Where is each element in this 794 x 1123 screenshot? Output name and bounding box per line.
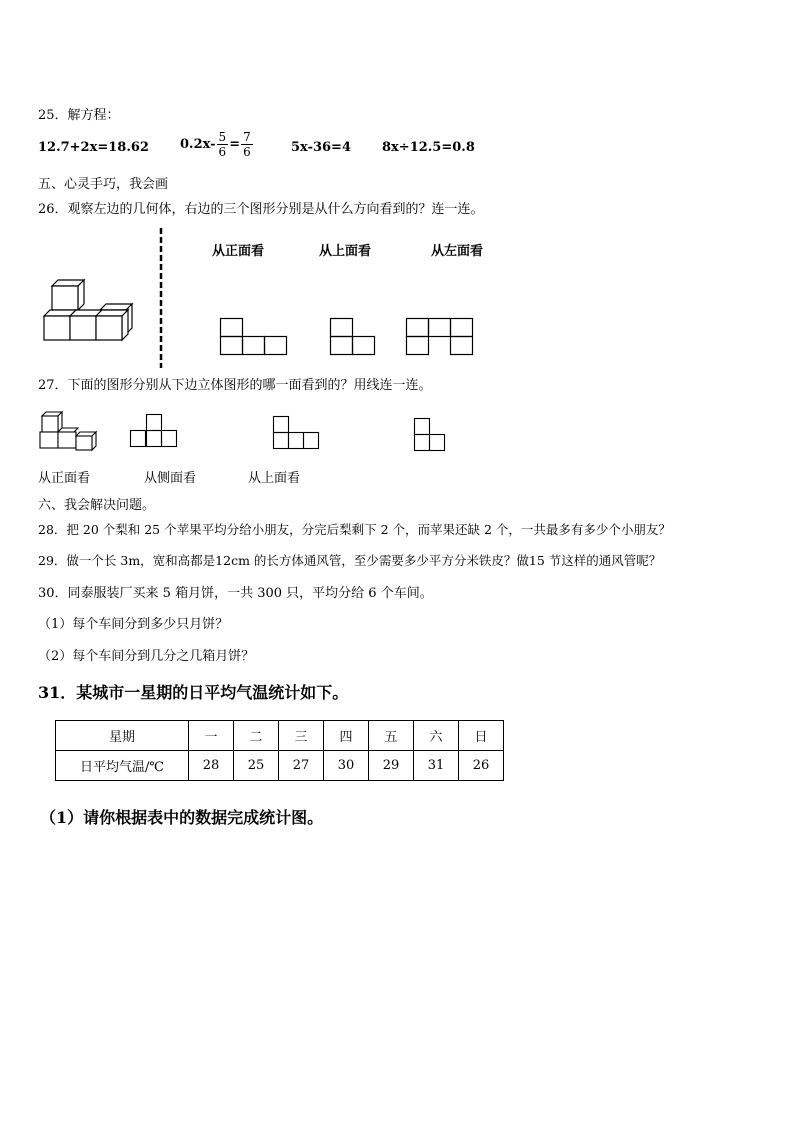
temperature-table: [55, 720, 504, 781]
fraction-5-6: [217, 130, 229, 159]
q27-view-shape-2: [273, 416, 321, 452]
table-row-temps: [56, 751, 504, 781]
table-temp-cell: 26: [459, 751, 504, 781]
q27-solid-figure: [38, 408, 102, 452]
view-shape-b: [330, 318, 376, 356]
table-temp-cell: 28: [189, 751, 234, 781]
q30-sub2: （2）每个车间分到几分之几箱月饼？: [38, 649, 255, 664]
table-day-cell: 三: [279, 721, 324, 751]
q29-text: 29．做一个长 3m，宽和高都是12cm 的长方体通风管，至少需要多少平方分米铁皮？做15 节这样的通风管呢？: [38, 553, 662, 568]
q30-title: 30．同泰服装厂买来 5 箱月饼，一共 300 只，平均分给 6 个车间。: [38, 586, 433, 601]
fraction-numerator: 5: [218, 130, 227, 144]
equation-2-equals: =: [229, 137, 241, 152]
dashed-divider: [158, 228, 164, 370]
q27-title: 27．下面的图形分别从下边立体图形的哪一面看到的？用线连一连。: [38, 378, 432, 393]
table-day-cell: 四: [324, 721, 369, 751]
table-temp-cell: 30: [324, 751, 369, 781]
q27-view-shape-3: [414, 418, 448, 454]
table-day-cell: 一: [189, 721, 234, 751]
view-label-top: 从上面看: [319, 244, 372, 259]
q27-label-top: 从上面看: [248, 471, 301, 486]
q25-title: 25．解方程：: [38, 108, 120, 123]
q26-solid-figure: [38, 280, 148, 345]
equation-2-prefix: 0.2x-: [180, 137, 216, 152]
view-shape-a: [220, 318, 288, 356]
table-day-cell: 五: [369, 721, 414, 751]
fraction-7-6: [241, 130, 253, 159]
table-temp-cell: 29: [369, 751, 414, 781]
cube-side-face: [78, 280, 84, 310]
table-row-header: [56, 721, 504, 751]
view-label-front: 从正面看: [212, 244, 265, 259]
fraction-numerator: 7: [243, 130, 251, 144]
fraction-denominator: 6: [243, 145, 251, 159]
table-day-cell: 二: [234, 721, 279, 751]
fraction-denominator: 6: [218, 145, 227, 159]
table-day-cell: 日: [459, 721, 504, 751]
equation-3: 5x-36=4: [291, 140, 351, 155]
q27-label-side: 从侧面看: [144, 471, 197, 486]
table-header-label: 星期: [56, 721, 189, 751]
section-5-heading: 五、心灵手巧，我会画: [38, 177, 169, 192]
cube-front-face: [52, 286, 78, 310]
section-6-heading: 六、我会解决问题。: [38, 498, 156, 513]
q27-label-front: 从正面看: [38, 471, 91, 486]
q31-title: 31．某城市一星期的日平均气温统计如下。: [38, 683, 349, 702]
view-label-left: 从左面看: [431, 244, 484, 259]
equation-2: [180, 130, 254, 159]
table-temp-cell: 27: [279, 751, 324, 781]
q30-sub1: （1）每个车间分到多少只月饼？: [38, 617, 229, 632]
q26-title: 26．观察左边的几何体，右边的三个图形分别是从什么方向看到的？连一连。: [38, 202, 484, 217]
table-day-cell: 六: [414, 721, 459, 751]
table-temp-cell: 25: [234, 751, 279, 781]
table-temp-cell: 31: [414, 751, 459, 781]
view-shape-c: [406, 318, 474, 356]
equation-1: 12.7+2x=18.62: [38, 140, 149, 155]
equation-4: 8x÷12.5=0.8: [382, 140, 475, 155]
q31-sub1: （1）请你根据表中的数据完成统计图。: [40, 808, 324, 827]
q28-text: 28．把 20 个梨和 25 个苹果平均分给小朋友，分完后梨剩下 2 个，而苹果还缺 2 个，一共最多有多少个小朋友？: [38, 522, 671, 537]
q27-view-shape-1: [130, 414, 178, 450]
table-row-label: 日平均气温/℃: [56, 751, 189, 781]
